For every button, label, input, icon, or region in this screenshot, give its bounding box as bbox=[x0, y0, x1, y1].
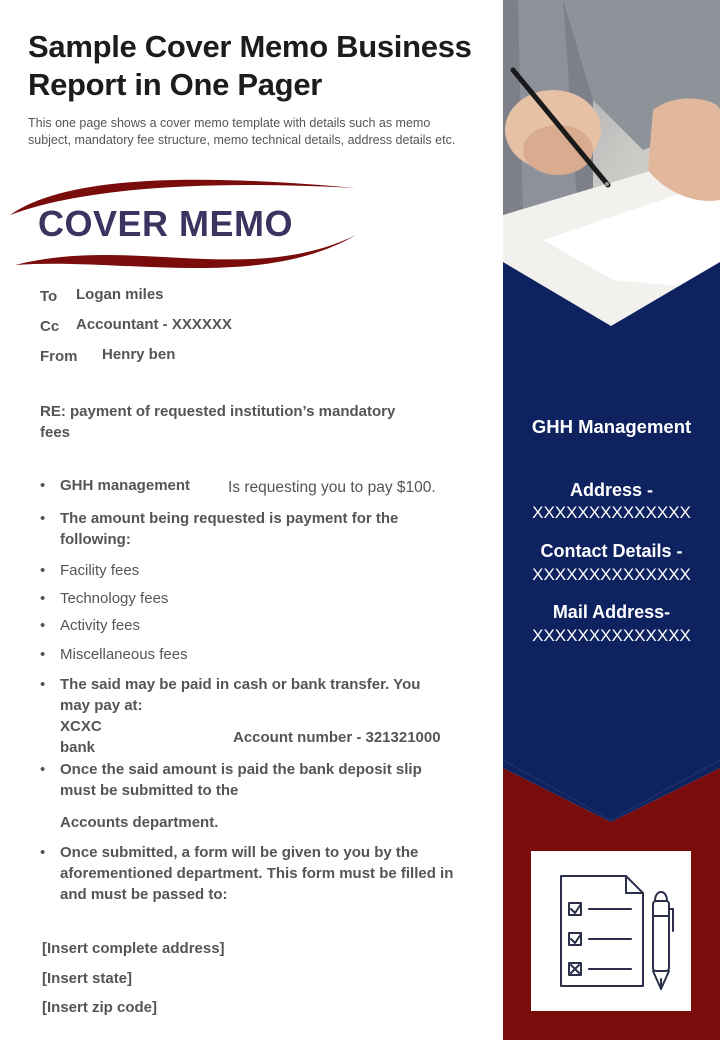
address-label: Address - bbox=[569, 480, 654, 500]
bank-name-line-2: bank bbox=[60, 739, 96, 756]
cover-memo-heading: COVER MEMO bbox=[38, 203, 294, 244]
bullet-text-amount: The amount being requested is payment for the following: bbox=[60, 510, 399, 548]
cc-label: Cc bbox=[40, 318, 60, 335]
checklist-icon-box bbox=[531, 851, 691, 1011]
bullet-marker: • bbox=[40, 761, 46, 778]
state-placeholder: [Insert state] bbox=[42, 970, 133, 987]
bullet-text-deposit-slip: Once the said amount is paid the bank deposit slip must be submitted to the bbox=[60, 761, 422, 799]
contact-label: Contact Details - bbox=[540, 541, 683, 561]
memo-subject: RE: payment of requested institution’s mandatory fees bbox=[40, 403, 396, 441]
account-number: Account number - 321321000 bbox=[233, 729, 441, 746]
title-line-2: Report in One Pager bbox=[28, 67, 323, 102]
payment-request-text: Is requesting you to pay $100. bbox=[228, 479, 436, 496]
checklist-pen-icon bbox=[531, 851, 691, 1011]
zip-placeholder: [Insert zip code] bbox=[42, 999, 158, 1016]
from-value: Henry ben bbox=[102, 346, 176, 363]
sidebar-panel bbox=[503, 0, 720, 1040]
to-value: Logan miles bbox=[76, 286, 164, 303]
bullet-marker: • bbox=[40, 590, 46, 607]
fee-item: Activity fees bbox=[60, 617, 141, 634]
bullet-marker: • bbox=[40, 562, 46, 579]
mail-address-value: XXXXXXXXXXXXXX bbox=[532, 626, 691, 645]
accounts-department: Accounts department. bbox=[60, 814, 219, 831]
page-title bbox=[28, 28, 498, 104]
bullet-marker: • bbox=[40, 510, 46, 527]
contact-value: XXXXXXXXXXXXXX bbox=[532, 565, 691, 584]
fee-item: Facility fees bbox=[60, 562, 140, 579]
bullet-marker: • bbox=[40, 477, 46, 494]
company-name: GHH Management bbox=[531, 416, 692, 437]
bullet-text-payment-method: The said may be paid in cash or bank transfer. You may pay at: bbox=[60, 676, 421, 714]
address-placeholder: [Insert complete address] bbox=[42, 940, 225, 957]
from-label: From bbox=[40, 348, 78, 365]
bullet-marker: • bbox=[40, 676, 46, 693]
page-subtitle: This one page shows a cover memo template with details such as memo subject, mandatory fee structure, memo technical details, address details etc. bbox=[28, 116, 456, 147]
writing-hand-photo bbox=[503, 0, 720, 330]
bullet-marker: • bbox=[40, 646, 46, 663]
cc-value: Accountant - XXXXXX bbox=[76, 316, 232, 333]
bullet-marker: • bbox=[40, 617, 46, 634]
mail-address-label: Mail Address- bbox=[552, 602, 671, 622]
to-label: To bbox=[40, 288, 58, 305]
fee-item: Miscellaneous fees bbox=[60, 646, 188, 663]
title-line-1: Sample Cover Memo Business bbox=[28, 29, 472, 64]
fee-item: Technology fees bbox=[60, 590, 169, 607]
bullet-marker: • bbox=[40, 844, 46, 861]
address-value: XXXXXXXXXXXXXX bbox=[532, 503, 691, 522]
bullet-text-form: Once submitted, a form will be given to you by the aforementioned department. This form must be filled in and must be passed to: bbox=[60, 844, 454, 903]
bank-name-line-1: XCXC bbox=[60, 718, 102, 735]
bullet-text-management: GHH management bbox=[60, 477, 191, 494]
